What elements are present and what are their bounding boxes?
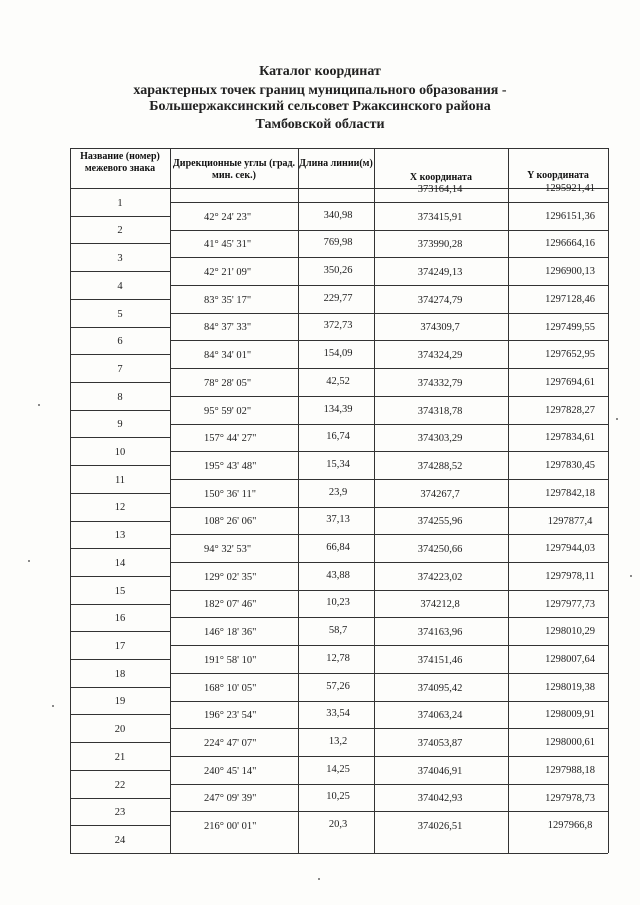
direction-angle: 240° 45' 14" — [204, 766, 257, 777]
scan-speck — [28, 560, 30, 562]
point-number: 7 — [117, 364, 123, 375]
row-divider — [374, 617, 608, 618]
line-length: 769,98 — [323, 237, 353, 248]
row-divider — [374, 396, 608, 397]
line-length: 340,98 — [323, 210, 353, 221]
point-number: 5 — [117, 309, 123, 320]
point-number: 20 — [114, 724, 126, 735]
row-divider — [374, 811, 608, 812]
row-divider — [70, 742, 170, 743]
row-divider — [170, 479, 374, 480]
y-coordinate: 1297830,45 — [545, 460, 595, 471]
y-coordinate: 1298019,38 — [545, 682, 595, 693]
x-coordinate: 374042,93 — [417, 793, 463, 804]
point-number: 16 — [114, 613, 126, 624]
y-coordinate: 1296900,13 — [545, 266, 595, 277]
x-coordinate: 374095,42 — [417, 683, 463, 694]
x-coordinate: 374163,96 — [417, 627, 463, 638]
document-subtitle-line-2: Большержаксинский сельсовет Ржаксинского района — [149, 99, 491, 114]
x-coordinate: 374318,78 — [417, 406, 463, 417]
direction-angle: 146° 18' 36" — [204, 627, 257, 638]
y-coordinate: 1297128,46 — [545, 294, 595, 305]
point-number: 13 — [114, 530, 126, 541]
table-column-border — [508, 148, 509, 853]
x-coordinate: 374063,24 — [417, 710, 463, 721]
header-name: Название (номер) межевого знака — [80, 151, 160, 174]
x-coordinate: 374288,52 — [417, 461, 463, 472]
row-divider — [70, 825, 170, 826]
y-coordinate: 1297978,73 — [545, 793, 595, 804]
point-number: 6 — [117, 336, 123, 347]
point-number: 8 — [117, 392, 123, 403]
x-coordinate: 374249,13 — [417, 267, 463, 278]
row-divider — [70, 548, 170, 549]
x-coordinate: 374046,91 — [417, 766, 463, 777]
direction-angle: 83° 35' 17" — [204, 295, 252, 306]
row-divider — [170, 784, 374, 785]
scan-speck — [52, 705, 54, 707]
line-length: 66,84 — [326, 542, 350, 553]
point-number: 22 — [114, 780, 126, 791]
scan-speck — [318, 878, 320, 880]
x-coordinate: 374324,29 — [417, 350, 463, 361]
row-divider — [170, 313, 374, 314]
point-number: 4 — [117, 281, 123, 292]
row-divider — [170, 451, 374, 452]
point-number: 18 — [114, 669, 126, 680]
row-divider — [374, 313, 608, 314]
row-divider — [170, 562, 374, 563]
row-divider — [70, 271, 170, 272]
line-length: 16,74 — [326, 431, 350, 442]
row-divider — [170, 728, 374, 729]
y-coordinate: 1298009,91 — [545, 709, 595, 720]
direction-angle: 129° 02' 35" — [204, 572, 257, 583]
x-coordinate: 374255,96 — [417, 516, 463, 527]
line-length: 12,78 — [326, 653, 350, 664]
x-coordinate: 374053,87 — [417, 738, 463, 749]
row-divider — [374, 507, 608, 508]
y-coordinate: 1297988,18 — [545, 765, 595, 776]
point-number: 10 — [114, 447, 126, 458]
line-length: 23,9 — [328, 487, 348, 498]
row-divider — [170, 617, 374, 618]
row-divider — [374, 562, 608, 563]
scan-speck — [630, 575, 632, 577]
row-divider — [70, 631, 170, 632]
line-length: 350,26 — [323, 265, 353, 276]
x-coordinate: 374303,29 — [417, 433, 463, 444]
row-divider — [170, 811, 374, 812]
row-divider — [170, 396, 374, 397]
row-divider — [70, 299, 170, 300]
y-coordinate: 1297944,03 — [545, 543, 595, 554]
direction-angle: 168° 10' 05" — [204, 683, 257, 694]
header-y: Y координата — [527, 170, 589, 181]
y-coordinate: 1297834,61 — [545, 432, 595, 443]
row-divider — [70, 327, 170, 328]
row-divider — [170, 340, 374, 341]
direction-angle: 150° 36' 11" — [204, 489, 256, 500]
x-coordinate: 374212,8 — [420, 599, 460, 610]
y-coordinate: 1297694,61 — [545, 377, 595, 388]
row-divider — [170, 424, 374, 425]
point-number: 1 — [117, 198, 123, 209]
y-coordinate: 1298010,29 — [545, 626, 595, 637]
table-column-border — [298, 148, 299, 853]
x-coordinate: 374274,79 — [417, 295, 463, 306]
row-divider — [374, 590, 608, 591]
row-divider — [70, 604, 170, 605]
row-divider — [170, 701, 374, 702]
row-divider — [374, 340, 608, 341]
row-divider — [70, 714, 170, 715]
line-length: 43,88 — [326, 570, 350, 581]
y-coordinate: 1296151,36 — [545, 211, 595, 222]
line-length: 10,23 — [326, 597, 350, 608]
row-divider — [170, 368, 374, 369]
row-divider — [374, 534, 608, 535]
x-coordinate: 374309,7 — [420, 322, 460, 333]
row-divider — [170, 756, 374, 757]
y-coordinate: 1297499,55 — [545, 322, 595, 333]
document-subtitle-line-3: Тамбовской области — [255, 117, 385, 132]
direction-angle: 182° 07' 46" — [204, 599, 257, 610]
line-length: 372,73 — [323, 320, 353, 331]
direction-angle: 196° 23' 54" — [204, 710, 257, 721]
y-coordinate: 1297978,11 — [545, 571, 595, 582]
row-divider — [374, 645, 608, 646]
row-divider — [70, 659, 170, 660]
point-number: 23 — [114, 807, 126, 818]
row-divider — [70, 576, 170, 577]
row-divider — [374, 701, 608, 702]
row-divider — [170, 257, 374, 258]
scan-speck — [616, 418, 618, 420]
y-coordinate: 1297842,18 — [545, 488, 595, 499]
line-length: 13,2 — [328, 736, 348, 747]
line-length: 42,52 — [326, 376, 350, 387]
row-divider — [70, 521, 170, 522]
point-number: 9 — [117, 419, 123, 430]
direction-angle: 42° 24' 23" — [204, 212, 252, 223]
header-angles: Дирекционные углы (град. мин. сек.) — [172, 158, 296, 181]
row-divider — [374, 230, 608, 231]
x-coordinate: 374151,46 — [417, 655, 463, 666]
row-divider — [374, 756, 608, 757]
y-coordinate: 1297652,95 — [545, 349, 595, 360]
x-coordinate: 374026,51 — [417, 821, 463, 832]
row-divider — [374, 285, 608, 286]
table-bottom-border — [70, 853, 608, 854]
direction-angle: 191° 58' 10" — [204, 655, 257, 666]
row-divider — [170, 590, 374, 591]
point-number: 11 — [114, 475, 126, 486]
direction-angle: 195° 43' 48" — [204, 461, 257, 472]
point-number: 24 — [114, 835, 126, 846]
y-coordinate: 1296664,16 — [545, 238, 595, 249]
x-coordinate: 374267,7 — [420, 489, 460, 500]
row-divider — [374, 451, 608, 452]
row-divider — [374, 728, 608, 729]
row-divider — [70, 410, 170, 411]
x-coordinate: 374332,79 — [417, 378, 463, 389]
document-subtitle-line-1: характерных точек границ муниципального образования - — [133, 83, 507, 98]
direction-angle: 216° 00' 01" — [204, 821, 257, 832]
line-length: 37,13 — [326, 514, 350, 525]
line-length: 20,3 — [328, 819, 348, 830]
direction-angle: 224° 47' 07" — [204, 738, 257, 749]
direction-angle: 41° 45' 31" — [204, 239, 252, 250]
header-x: X координата — [409, 172, 473, 183]
header-length: Длина линии(м) — [299, 158, 373, 169]
direction-angle: 95° 59' 02" — [204, 406, 252, 417]
row-divider — [170, 645, 374, 646]
row-divider — [374, 424, 608, 425]
row-divider — [374, 784, 608, 785]
y-coordinate: 1297966,8 — [547, 820, 593, 831]
row-divider — [170, 202, 374, 203]
point-number: 2 — [117, 225, 123, 236]
document-title: Каталог координат — [259, 64, 381, 79]
x-coordinate: 373415,91 — [417, 212, 463, 223]
point-number: 14 — [114, 558, 126, 569]
row-divider — [70, 465, 170, 466]
row-divider — [374, 673, 608, 674]
point-number: 3 — [117, 253, 123, 264]
line-length: 229,77 — [323, 293, 353, 304]
y-coordinate: 1297877,4 — [547, 516, 593, 527]
direction-angle: 84° 37' 33" — [204, 322, 252, 333]
y-coordinate: 1298000,61 — [545, 737, 595, 748]
direction-angle: 42° 21' 09" — [204, 267, 252, 278]
table-column-border — [374, 148, 375, 853]
direction-angle: 94° 32' 53" — [204, 544, 252, 555]
point-number: 17 — [114, 641, 126, 652]
row-divider — [170, 230, 374, 231]
scan-speck — [38, 404, 40, 406]
line-length: 14,25 — [326, 764, 350, 775]
row-divider — [170, 507, 374, 508]
row-divider — [170, 673, 374, 674]
x-coordinate: 374223,02 — [417, 572, 463, 583]
direction-angle: 108° 26' 06" — [204, 516, 257, 527]
row-divider — [374, 257, 608, 258]
line-length: 57,26 — [326, 681, 350, 692]
row-divider — [170, 534, 374, 535]
row-divider — [374, 368, 608, 369]
x-coordinate: 374250,66 — [417, 544, 463, 555]
direction-angle: 78° 28' 05" — [204, 378, 252, 389]
row-divider — [70, 243, 170, 244]
line-length: 33,54 — [326, 708, 350, 719]
table-column-border — [70, 148, 71, 853]
x-coordinate: 373164,14 — [417, 184, 463, 195]
table-top-border — [70, 148, 608, 149]
row-divider — [70, 798, 170, 799]
x-coordinate: 373990,28 — [417, 239, 463, 250]
row-divider — [70, 382, 170, 383]
y-coordinate: 1295921,41 — [545, 183, 595, 194]
point-number: 21 — [114, 752, 126, 763]
row-divider — [170, 285, 374, 286]
point-number: 19 — [114, 696, 126, 707]
table-column-border — [170, 148, 171, 853]
line-length: 10,25 — [326, 791, 350, 802]
row-divider — [374, 202, 608, 203]
direction-angle: 247° 09' 39" — [204, 793, 257, 804]
direction-angle: 84° 34' 01" — [204, 350, 252, 361]
row-divider — [70, 770, 170, 771]
row-divider — [374, 479, 608, 480]
row-divider — [70, 493, 170, 494]
y-coordinate: 1298007,64 — [545, 654, 595, 665]
point-number: 12 — [114, 502, 126, 513]
row-divider — [70, 354, 170, 355]
row-divider — [70, 687, 170, 688]
y-coordinate: 1297977,73 — [545, 599, 595, 610]
direction-angle: 157° 44' 27" — [204, 433, 257, 444]
point-number: 15 — [114, 586, 126, 597]
y-coordinate: 1297828,27 — [545, 405, 595, 416]
line-length: 15,34 — [326, 459, 350, 470]
line-length: 134,39 — [323, 404, 353, 415]
row-divider — [70, 216, 170, 217]
row-divider — [70, 437, 170, 438]
line-length: 58,7 — [328, 625, 348, 636]
line-length: 154,09 — [323, 348, 353, 359]
